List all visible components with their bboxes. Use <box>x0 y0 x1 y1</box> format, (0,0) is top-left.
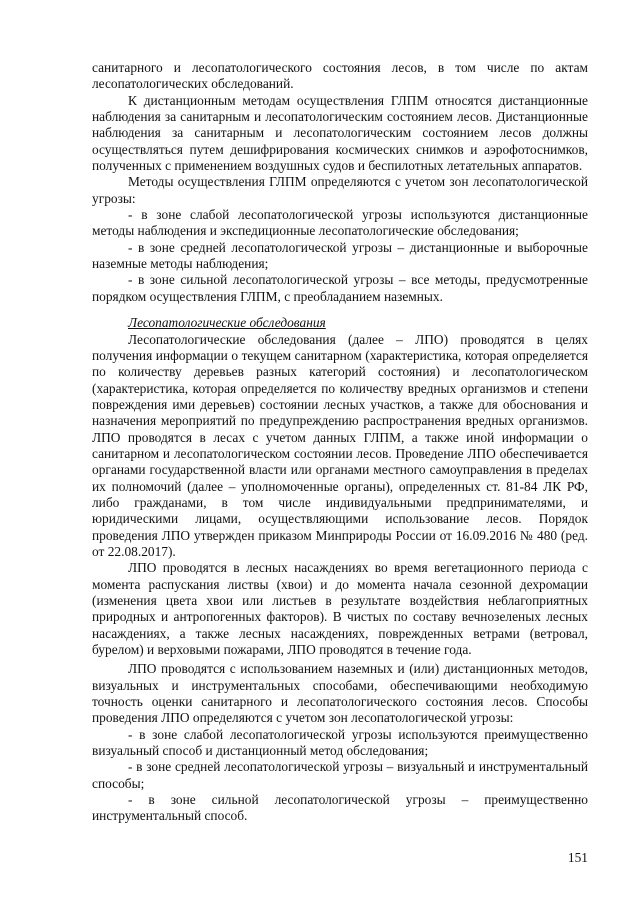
paragraph-lpo-definition: Лесопатологические обследования (далее – ЛПО) проводятся в целях получения информации о текущем санитарном (характеристика, которая определяется по количеству деревьев разных категорий состояния) и лесопатологическом (характеристика, которая определяется по количеству вредных организмов и степени повреждения ими деревьев) состоянии лесных участков, а также для обоснования и назначения мероприятий по предупреждению распространения вредных организмов. ЛПО проводятся в лесах с учетом данных ГЛПМ, а также иной информации о санитарном и лесопатологическом состоянии лесов. Проведение ЛПО обеспечивается органами государственной власти или органами местного самоуправления в пределах их полномочий (далее – уполномоченные органы), определенных ст. 81-84 ЛК РФ, либо гражданами, в том числе индивидуальными предпринимателями, и юридическими лицами, осуществляющими использование лесов. Порядок проведения ЛПО утвержден приказом Минприроды России от 16.09.2016 № 480 (ред. от 22.08.2017). <box>92 331 588 559</box>
paragraph-lpo-period: ЛПО проводятся в лесных насаждениях во время вегетационного периода с момента распускания листвы (хвои) и до момента начала сезонной дехромации (изменения цвета хвои или листьев в результате воздействия неблагоприятных природных и антропогенных факторов). В чистых по составу вечнозеленых лесных насаждениях, а также лесных насаждениях, поврежденных ветрами (ветровал, бурелом) и верховыми пожарами, ЛПО проводятся в течение года. <box>92 560 588 658</box>
list-item-lpo-strong-zone: - в зоне сильной лесопатологической угрозы – преимущественно инструментальный способ. <box>92 792 588 824</box>
paragraph-methods-zones: Методы осуществления ГЛПМ определяются с учетом зон лесопатологической угрозы: <box>92 174 588 206</box>
list-item-weak-zone: - в зоне слабой лесопатологической угрозы используются дистанционные методы наблюдения и экспедиционные лесопатологические обследования; <box>92 207 588 239</box>
list-item-strong-zone: - в зоне сильной лесопатологической угрозы – все методы, предусмотренные порядком осуществления ГЛПМ, с преобладанием наземных. <box>92 272 588 304</box>
page-number: 151 <box>567 850 588 865</box>
list-item-lpo-weak-zone: - в зоне слабой лесопатологической угрозы используются преимущественно визуальный способ и дистанционный метод обследования; <box>92 726 588 759</box>
paragraph-remote-methods: К дистанционным методам осуществления ГЛПМ относятся дистанционные наблюдения за санитарным и лесопатологическим состоянием лесов. Дистанционные наблюдения за санитарным и лесопатологическим состоянием лесов должны осуществляться путем дешифрирования космических снимков и аэрофотоснимков, полученных с применением воздушных судов и беспилотных летательных аппаратов. <box>92 92 588 174</box>
paragraph-intro: санитарного и лесопатологического состояния лесов, в том числе по актам лесопатологических обследований. <box>92 60 588 92</box>
list-item-lpo-medium-zone: - в зоне средней лесопатологической угрозы – визуальный и инструментальный способы; <box>92 759 588 791</box>
section-heading: Лесопатологические обследования <box>128 315 326 331</box>
list-item-medium-zone: - в зоне средней лесопатологической угрозы – дистанционные и выборочные наземные методы наблюдения; <box>92 239 588 272</box>
paragraph-lpo-methods: ЛПО проводятся с использованием наземных и (или) дистанционных методов, визуальных и инструментальных способами, обеспечивающими необходимую точность оценки санитарного и лесопатологического состояния лесов. Способы проведения ЛПО определяются с учетом зон лесопатологической угрозы: <box>92 661 588 726</box>
